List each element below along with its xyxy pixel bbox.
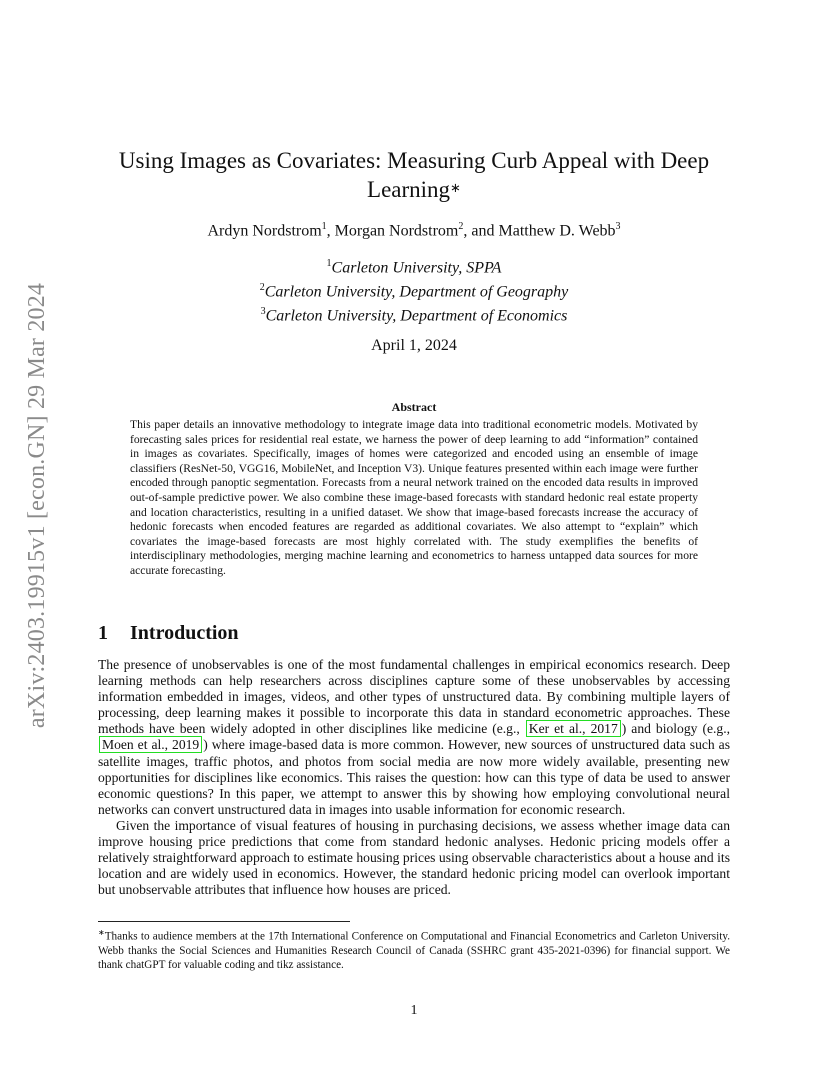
affil-mark: 1 (326, 258, 332, 269)
abstract-body: This paper details an innovative methodology to integrate image data into traditional econometric models. Motivated by forecasting sales prices for residential real estate, we harness the power of deep learning to add “information” contained in images as covariates. Specifically, images of homes were categorized and encoded using an ensemble of image classifiers (ResNet-50, VGG16, MobileNet, and Inception V3). Unique features presented within each image were further encoded through panoptic segmentation. Forecasts from a neural network trained on the encoded data results in improved out-of-sample predictive power. We also combine these image-based forecasts with standard hedonic real estate property and location characteristics, resulting in a unified dataset. We show that image-based forecasts increase the accuracy of hedonic forecasts when encoded features are regarded as additional covariates. We also attempt to “explain” which covariates the image-based forecasts are most highly correlated with. The study exemplifies the benefits of interdisciplinary methodologies, merging machine learning and econometrics to harness untapped data sources for more accurate forecasting. (130, 418, 698, 577)
author-list (98, 221, 730, 240)
footnote-mark: ∗ (98, 928, 105, 937)
author-separator: , (326, 222, 335, 240)
arxiv-identifier-text[interactable]: arXiv:2403.19915v1 [econ.GN] 29 Mar 2024 (24, 282, 51, 728)
section-number: 1 (98, 622, 108, 644)
affil-text: Carleton University, Department of Geography (264, 283, 569, 301)
paragraph (98, 657, 730, 818)
affil-mark: 2 (259, 281, 265, 293)
paper-title (98, 146, 730, 204)
page-number: 1 (410, 1003, 418, 1018)
abstract-heading: Abstract (391, 400, 437, 414)
footnote-text: Thanks to audience members at the 17th International Conference on Computational and Financial Econometrics and Carleton University. Webb thanks the Social Sciences and Humanities Research Council of Canada (SSHRC grant 435-2021-0396) for financial support. We thank chatGPT for valuable coding and tikz assistance. (98, 930, 730, 971)
author-name: Ardyn Nordstrom (207, 222, 322, 240)
title-footnote-mark[interactable]: ∗ (450, 180, 461, 195)
paragraph-text: ) and biology (e.g., (621, 721, 730, 737)
author-separator: , and (463, 222, 499, 240)
citation-authors[interactable]: Moen et al., (102, 737, 169, 753)
affiliation-line (98, 278, 730, 302)
affiliation-list (98, 254, 730, 325)
citation-year[interactable]: 2019 (172, 737, 200, 753)
citation-link-moen-2019[interactable] (99, 736, 202, 753)
paragraph-text: The presence of unobservables is one of the most fundamental challenges in empirical economics research. Deep learning methods can help researchers across disciplines capture some of these unobservables by accessing information embedded in images, videos, and other types of unstructured data. By combining multiple layers of processing, deep learning makes it possible to incorporate this data in standard econometric approaches. These methods have been widely adopted in other disciplines like medicine (e.g., (98, 657, 730, 737)
author-affil-mark: 3 (615, 221, 621, 232)
paper-date: April 1, 2024 (371, 337, 457, 354)
section-body (98, 657, 730, 898)
paragraph: Given the importance of visual features of housing in purchasing decisions, we assess whether image data can improve housing price predictions that come from standard hedonic analyses. Hedonic pricing models offer a relatively straightforward approach to estimate housing prices using observable characteristics about a house and its location and are widely used in economics. However, the standard hedonic pricing model can overlook important but unobservable attributes that influence how houses are priced. (98, 817, 730, 898)
author-affil-mark: 2 (458, 221, 464, 232)
section-heading (98, 622, 239, 645)
citation-year[interactable]: 2017 (590, 721, 618, 737)
footnote-divider (98, 921, 350, 922)
paper-title-text: Using Images as Covariates: Measuring Curb Appeal with Deep Learning (118, 148, 710, 202)
citation-link-ker-2017[interactable] (526, 720, 621, 737)
affil-text: Carleton University, SPPA (331, 259, 502, 277)
author-name: Matthew D. Webb (498, 222, 616, 240)
footnote (98, 926, 730, 972)
affiliation-line (98, 302, 730, 326)
paragraph-text: ) where image-based data is more common. However, new sources of unstructured data such as satellite images, traffic photos, and photos from social media are now more widely available, presenting new opportunities for disciplines like economics. This raises the question: how can this type of data be used to answer economic questions? In this paper, we attempt to answer this by showing how employing convolutional neural networks can convert unstructured data in images into usable information for economic research. (98, 737, 730, 817)
affil-text: Carleton University, Department of Economics (265, 306, 568, 324)
author-affil-mark: 1 (321, 221, 327, 232)
author-name: Morgan Nordstrom (334, 222, 459, 240)
arxiv-identifier-stamp (18, 265, 58, 745)
citation-authors[interactable]: Ker et al., (528, 721, 586, 737)
section-title: Introduction (130, 622, 239, 644)
affiliation-line (98, 254, 730, 278)
affil-mark: 3 (260, 305, 266, 317)
